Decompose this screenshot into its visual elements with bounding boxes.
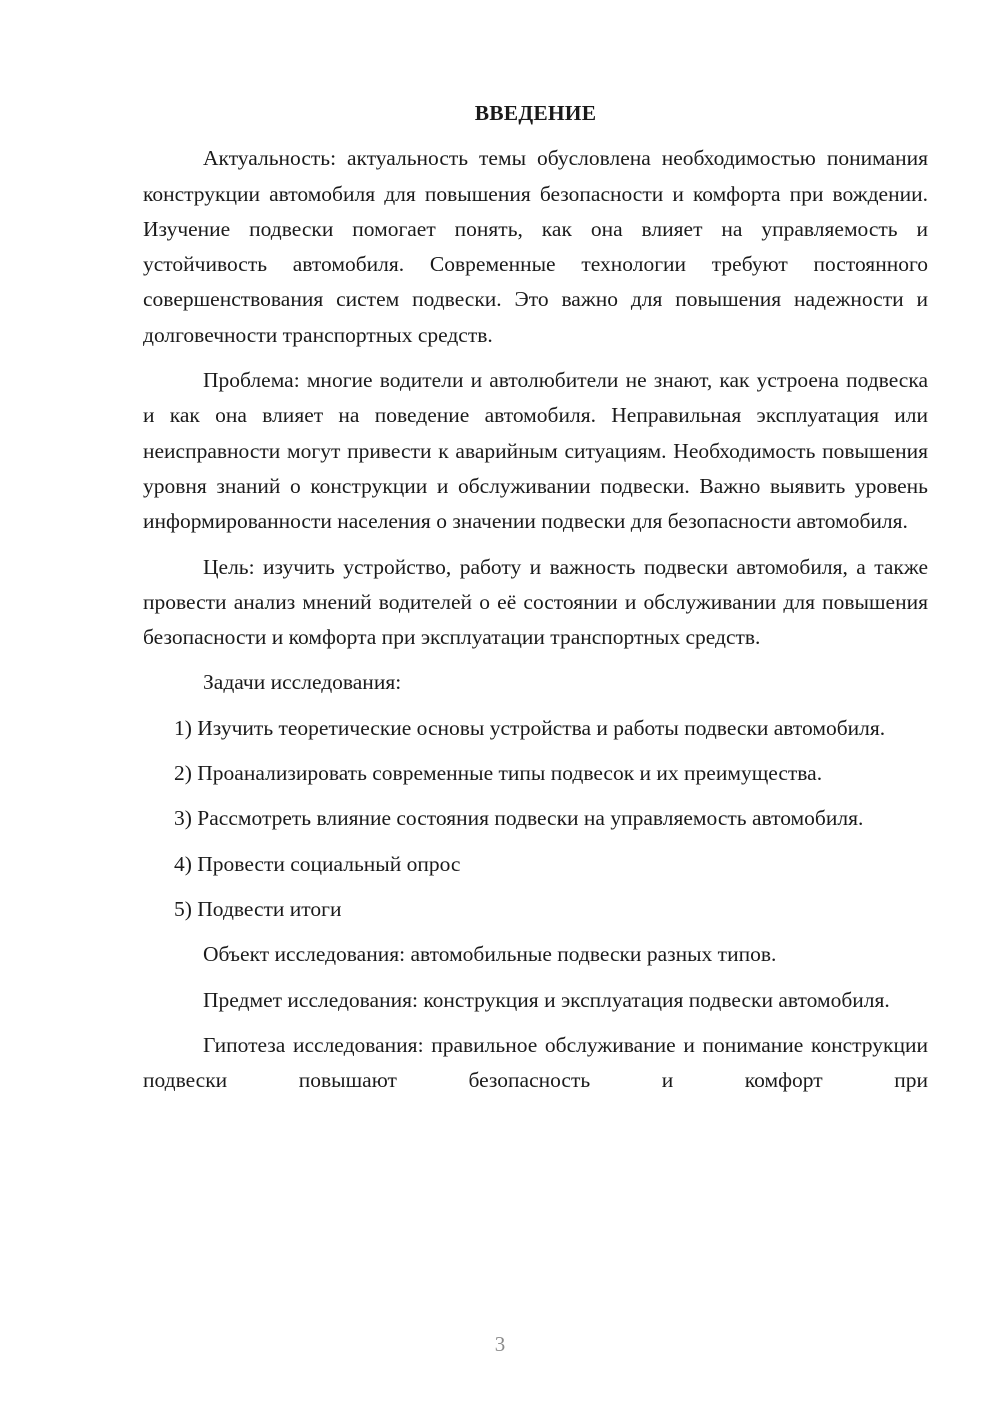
task-item-5: 5) Подвести итоги <box>174 896 342 921</box>
section-heading: ВВЕДЕНИЕ <box>474 101 597 125</box>
paragraph-goal: Цель: изучить устройство, работу и важность подвески автомобиля, а также провести анализ мнений водителей о её состоянии и обслуживании для повышения безопасности и комфорта при эксплуатации транспортных средств. <box>143 554 928 650</box>
paragraph-object: Объект исследования: автомобильные подвески разных типов. <box>203 942 777 967</box>
task-item-3: 3) Рассмотреть влияние состояния подвески на управляемость автомобиля. <box>174 806 864 831</box>
paragraph-relevance: Актуальность: актуальность темы обусловлена необходимостью понимания конструкции автомобиля для повышения безопасности и комфорта при вождении. Изучение подвески помогает понять, как она влияет на управляемость и устойчивость автомобиля. Современные технологии требуют постоянного совершенствования систем подвески. Это важно для повышения надежности и долговечности транспортных средств. <box>143 146 928 347</box>
task-item-1: 1) Изучить теоретические основы устройства и работы подвески автомобиля. <box>174 715 886 740</box>
page-content <box>143 96 928 1108</box>
task-item-4: 4) Провести социальный опрос <box>174 851 461 876</box>
paragraph-hypothesis: Гипотеза исследования: правильное обслуживание и понимание конструкции подвески повышают безопасность и комфорт при <box>143 1032 928 1093</box>
tasks-title: Задачи исследования: <box>203 670 402 695</box>
paragraph-subject: Предмет исследования: конструкция и эксплуатация подвески автомобиля. <box>203 987 890 1012</box>
task-item-2: 2) Проанализировать современные типы подвесок и их преимущества. <box>174 761 823 786</box>
paragraph-problem: Проблема: многие водители и автолюбители не знают, как устроена подвеска и как она влияет на поведение автомобиля. Неправильная эксплуатация или неисправности могут привести к аварийным ситуациям. Необходимость повышения уровня знаний о конструкции и обслуживании подвески. Важно выявить уровень информированности населения о значении подвески для безопасности автомобиля. <box>143 368 928 534</box>
page-number: 3 <box>494 1332 506 1356</box>
